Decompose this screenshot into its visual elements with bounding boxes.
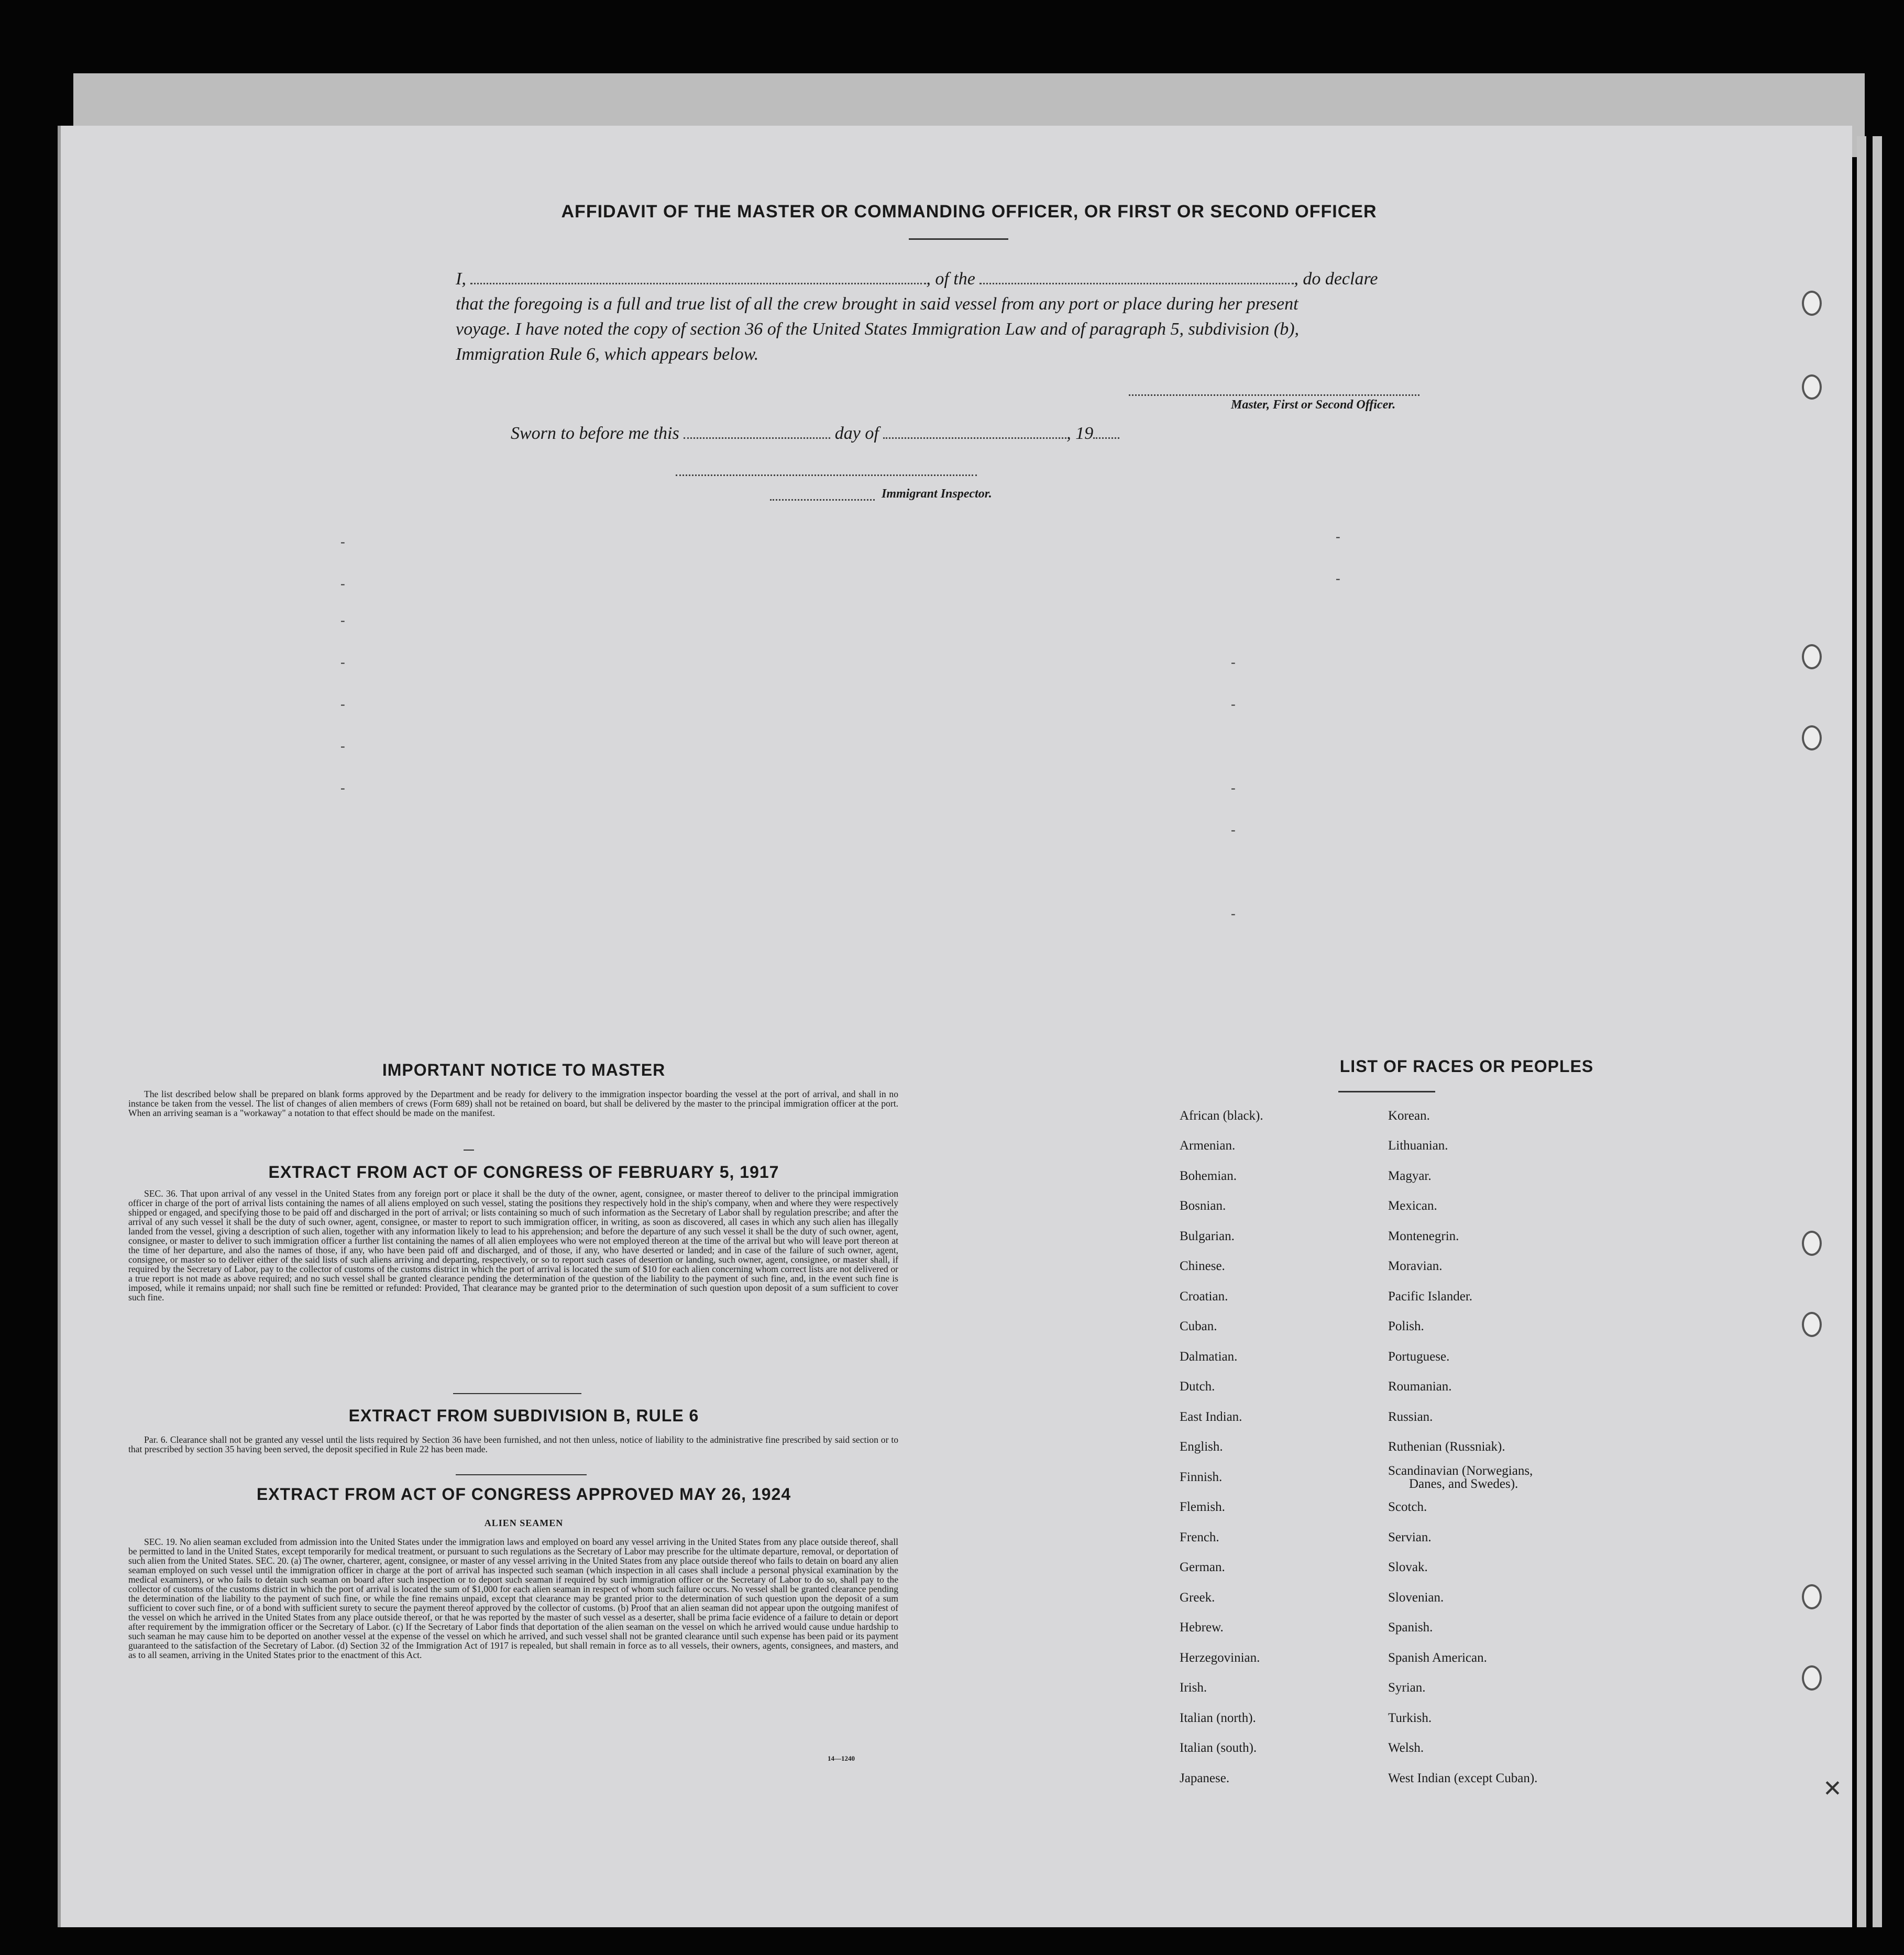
race-item: Italian (south). <box>1180 1741 1257 1755</box>
race-item: Moravian. <box>1388 1259 1443 1273</box>
race-item: Bohemian. <box>1180 1169 1237 1183</box>
master-signature-line <box>1129 390 1419 396</box>
race-item: Montenegrin. <box>1388 1229 1459 1243</box>
race-item: Servian. <box>1388 1530 1432 1544</box>
stray-dash: - <box>340 613 345 628</box>
race-item: Greek. <box>1180 1590 1215 1605</box>
page-edge <box>1873 136 1882 1927</box>
page-edge <box>1857 136 1866 1927</box>
day-blank <box>684 433 830 439</box>
race-item: Slovenian. <box>1388 1590 1444 1605</box>
race-item: Hebrew. <box>1180 1620 1224 1634</box>
race-item: Korean. <box>1388 1109 1430 1123</box>
binder-hole <box>1802 1665 1822 1691</box>
race-item: Roumanian. <box>1388 1379 1452 1394</box>
stray-dash: - <box>1231 822 1236 837</box>
inspector-caption: Immigrant Inspector. <box>882 487 992 501</box>
binder-hole <box>1802 374 1822 400</box>
binder-hole <box>1802 725 1822 750</box>
race-item: Italian (north). <box>1180 1711 1256 1725</box>
race-item: Polish. <box>1388 1319 1424 1333</box>
stray-dash: - <box>1231 906 1236 921</box>
race-item: Cuban. <box>1180 1319 1217 1333</box>
race-item: West Indian (except Cuban). <box>1388 1771 1538 1785</box>
race-item: Flemish. <box>1180 1500 1225 1514</box>
extract-1924-text: SEC. 19. No alien seaman excluded from admission into the United States under the immigration laws and employed on board any vessel arriving in the United States from any place outside thereof, shall be permitted to land in the United States, except temporarily for medical treatment, or pursuant to such regulations as the Secretary of Labor may prescribe for the ultimate departure, removal, or deportation of such alien from the United States. SEC. 20. (a) The owner, charterer, agent, consignee, or master of any vessel arriving in the United States from any place outside thereof who fails to detain on board any alien seaman employed on such vessel until the immigration officer in charge at the port of arrival has inspected such seaman (which inspection in all cases shall include a personal physical examination by the medical examiners), or who fails to detain such seaman on board after such inspection or to deport such seaman if required by such immigration officer or the Secretary of Labor to do so, shall pay to the collector of customs of the customs district in which the port of arrival is located the sum of $1,000 for each alien seaman in respect of whom such failure occurs. No vessel shall be granted clearance pending the determination of the liability to the payment of such fine, or while the fine remains unpaid, except that clearance may be granted prior to the determination of such question upon the deposit of a sum sufficient to cover such fine, or of a bond with sufficient surety to secure the payment thereof approved by the collector of customs. (b) Proof that an alien seaman did not appear upon the outgoing manifest of the vessel on which he arrived in the United States from any place outside thereof, or that he was reported by the master of such vessel as a deserter, shall be prima facie evidence of a failure to detain or deport after requirement by the immigration officer or the Secretary of Labor. (c) If the Secretary of Labor finds that deportation of the alien seaman on the vessel on which he arrived would cause undue hardship to such seaman he may cause him to be deported on another vessel at the expense of the vessel on which he arrived, and such vessel shall not be granted clearance until such expense has been paid or its payment guaranteed to the satisfaction of the Secretary of Labor. (d) Section 32 of the Immigration Act of 1917 is repealed, but shall remain in force as to all vessels, their owners, agents, consignees, and masters, and as to all seamen, arriving in the United States prior to the enactment of this Act. <box>128 1537 898 1660</box>
binder-hole <box>1802 1312 1822 1337</box>
inspector-short-line <box>770 495 875 501</box>
binder-hole <box>1802 1584 1822 1609</box>
race-item: Herzegovinian. <box>1180 1651 1260 1665</box>
race-item: Chinese. <box>1180 1259 1225 1273</box>
race-item: Irish. <box>1180 1681 1207 1695</box>
race-item: Bosnian. <box>1180 1199 1226 1213</box>
race-item: Scotch. <box>1388 1500 1427 1514</box>
stray-dash: - <box>340 576 345 591</box>
race-item: Scandinavian (Norwegians, <box>1388 1464 1533 1478</box>
race-item: Pacific Islander. <box>1388 1289 1473 1304</box>
inspector-signature-line <box>676 470 977 476</box>
name-blank <box>470 279 926 284</box>
title-divider <box>909 238 1008 240</box>
race-item: African (black). <box>1180 1109 1263 1123</box>
race-item: Slovak. <box>1388 1560 1428 1574</box>
race-item: Ruthenian (Russniak). <box>1388 1440 1505 1454</box>
affidavit-line-2: that the foregoing is a full and true list of all the crew brought in said vessel from any port or place during her present <box>456 294 1298 314</box>
extract-1924-subtitle: ALIEN SEAMEN <box>484 1518 564 1528</box>
stray-dash: - <box>340 534 345 549</box>
binder-hole <box>1802 291 1822 316</box>
race-item: Dalmatian. <box>1180 1350 1238 1364</box>
stray-dash: - <box>1336 571 1340 586</box>
race-item: East Indian. <box>1180 1410 1242 1424</box>
race-item: Japanese. <box>1180 1771 1230 1785</box>
race-item: Armenian. <box>1180 1139 1236 1153</box>
extract-1924-title: EXTRACT FROM ACT OF CONGRESS APPROVED MAY 26, 1924 <box>256 1485 791 1504</box>
affidavit-title: AFFIDAVIT OF THE MASTER OR COMMANDING OFFICER, OR FIRST OR SECOND OFFICER <box>561 202 1377 222</box>
race-item: Syrian. <box>1388 1681 1426 1695</box>
race-item: Portuguese. <box>1388 1350 1450 1364</box>
races-divider <box>1338 1091 1435 1092</box>
extract-rule6-title: EXTRACT FROM SUBDIVISION B, RULE 6 <box>348 1406 699 1425</box>
vessel-blank <box>979 279 1294 284</box>
stray-dash: - <box>1231 655 1236 670</box>
divider <box>464 1150 474 1151</box>
race-item: Croatian. <box>1180 1289 1228 1304</box>
stray-dash: - <box>340 780 345 796</box>
stray-dash: - <box>1231 697 1236 712</box>
extract-rule6-text: Par. 6. Clearance shall not be granted any vessel until the lists required by Section 36 have been furnished, and not then unless, notice of liability to the administrative fine prescribed by said section or to that prescribed by section 35 having been served, the deposit specified in Rule 22 has been made. <box>128 1434 898 1454</box>
month-blank <box>883 433 1066 439</box>
binder-hole <box>1802 1231 1822 1256</box>
sworn-line: Sworn to before me this day of , 19 <box>511 422 1192 446</box>
race-item: Finnish. <box>1180 1470 1223 1484</box>
binder-hole <box>1802 644 1822 669</box>
stray-dash: - <box>340 738 345 754</box>
stray-dash: - <box>340 655 345 670</box>
affidavit-line-1: I, , of the , do declare <box>456 269 1378 289</box>
race-item: Turkish. <box>1388 1711 1432 1725</box>
race-item: Russian. <box>1388 1410 1433 1424</box>
race-item: Spanish American. <box>1388 1651 1487 1665</box>
affidavit-line-4: Immigration Rule 6, which appears below. <box>456 345 759 364</box>
race-item: Welsh. <box>1388 1741 1424 1755</box>
extract-1917-title: EXTRACT FROM ACT OF CONGRESS OF FEBRUARY 5, 1917 <box>268 1163 779 1181</box>
stray-dash: - <box>340 697 345 712</box>
stray-dash: - <box>1231 780 1236 796</box>
races-title: LIST OF RACES OR PEOPLES <box>1339 1057 1594 1076</box>
race-item: English. <box>1180 1440 1223 1454</box>
divider <box>453 1393 581 1394</box>
notice-text: The list described below shall be prepared on blank forms approved by the Department and be ready for delivery to the immigration inspector boarding the vessel at the port of arrival, and shall in no instance be taken from the vessel. The list of changes of alien members of crews (Form 689) shall not be retained on board, but shall be delivered by the master to the principal immigration officer at the port. When an arriving seaman is a "workaway" a notation to that effect should be made on the manifest. <box>128 1089 898 1118</box>
race-item: Mexican. <box>1388 1199 1437 1213</box>
race-item: Lithuanian. <box>1388 1139 1448 1153</box>
race-item: Dutch. <box>1180 1379 1215 1394</box>
race-item: German. <box>1180 1560 1225 1574</box>
race-item: Spanish. <box>1388 1620 1433 1634</box>
form-number: 14—1240 <box>828 1754 855 1762</box>
divider <box>456 1474 587 1475</box>
corner-x-mark: ✕ <box>1823 1776 1842 1802</box>
race-item: Magyar. <box>1388 1169 1432 1183</box>
year-blank <box>1093 433 1119 439</box>
affidavit-line-3: voyage. I have noted the copy of section 36 of the United States Immigration Law and of paragraph 5, subdivision (b), <box>456 319 1300 339</box>
master-caption: Master, First or Second Officer. <box>1231 398 1396 412</box>
race-item: Danes, and Swedes). <box>1409 1477 1518 1491</box>
notice-title: IMPORTANT NOTICE TO MASTER <box>382 1061 666 1079</box>
race-item: French. <box>1180 1530 1219 1544</box>
stray-dash: - <box>1336 529 1340 544</box>
extract-1917-text: SEC. 36. That upon arrival of any vessel in the United States from any foreign port or place it shall be the duty of the owner, agent, consignee, or master thereof to deliver to the principal immigration officer in charge of the port of arrival lists containing the names of all aliens employed on such vessel, stating the positions they respectively hold in the ship's company, when and where they were respectively shipped or engaged, and specifying those to be paid off and discharged in the port of arrival; or lists containing so much of such information as the Secretary of Labor shall by regulation prescribe; and after the arrival of any such vessel it shall be the duty of such owner, agent, consignee, or master to report to such immigration officer, in writing, as soon as discovered, all cases in which any such alien has illegally landed from the vessel, giving a description of such alien, together with any information likely to lead to his apprehension; and before the departure of any such vessel it shall be the duty of such owner, agent, consignee, or master to deliver to such immigration officer a further list containing the names of all alien employees who were not employed thereon at the time of the arrival but who will leave port thereon at the time of her departure, and also the names of those, if any, who have been paid off and discharged, and of those, if any, who have deserted or landed; and in case of the failure of such owner, agent, consignee, or master so to deliver either of the said lists of such aliens arriving and departing, respectively, or so to report such cases of desertion or landing, such owner, agent, consignee, or master shall, if required by the Secretary of Labor, pay to the collector of customs of the customs district in which the port of arrival is located the sum of $10 for each alien concerning whom correct lists are not delivered or a true report is not made as above required; and no such vessel shall be granted clearance pending the determination of the question of the liability to the payment of such fine, and, in the event such fine is imposed, while it remains unpaid; nor shall such fine be remitted or refunded: Provided, That clearance may be granted prior to the determination of such question upon deposit of a sum sufficient to cover such fine. <box>128 1188 898 1302</box>
race-item: Bulgarian. <box>1180 1229 1235 1243</box>
